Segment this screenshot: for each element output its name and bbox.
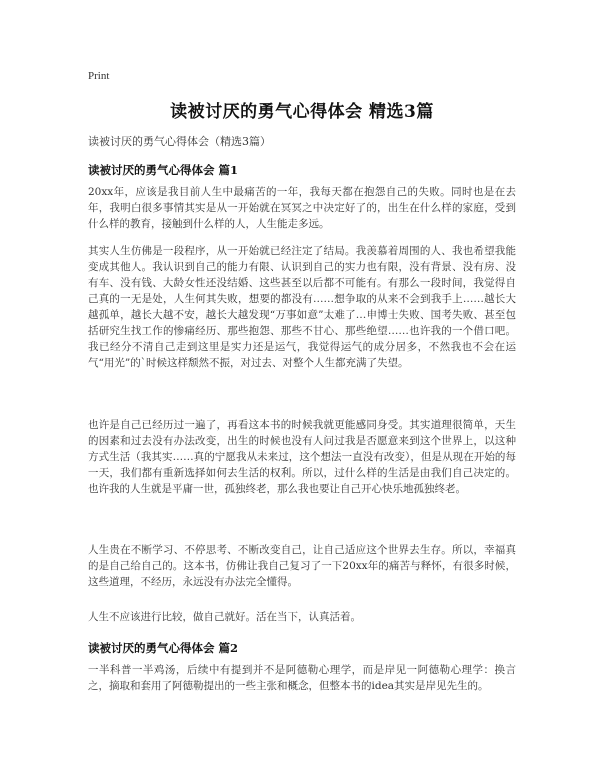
paragraph: 其实人生仿佛是一段程序，从一开始就已经注定了结局。我羡慕着周围的人、我也希望我能变成其他人。我认识到自己的能力有限、认识到自己的实力也有限，没有背景、没有房、没有车、没有钱、大龄女性还没结婚、这些甚至以后都不可能有。有那么一段时间，我觉得自己真的一无是处，人生何其失败，想要的都没有……想争取的从来不会到我手上……越长大越孤单，越长大越不安，越长大越发现“万事如意”太难了…申博士失败、国考失败、甚至包括研究生找工作的惨痛经历、那些抱怨、那些不甘心、那些绝望……也许我的一个借口吧。我已经分不清自己走到这里是实力还是运气，我觉得运气的成分居多，不然我也不会在运气“用光”的`时候这样颓然不振，对过去、对整个人生都充满了失望。 — [88, 245, 516, 369]
paragraph: 人生不应该进行比较，做自己就好。活在当下，认真活着。 — [88, 611, 361, 623]
section-heading-1: 读被讨厌的勇气心得体会 篇1 — [88, 163, 239, 177]
paragraph: 也许是自己已经历过一遍了，再看这本书的时候我就更能感同身受。其实道理很简单，天生的因素和过去没有办法改变，出生的时候也没有人问过我是否愿意来到这个世界上，以这种方式生活（我其实……真的宁愿我从未来过，这个想法一直没有改变），但是从现在开始的每一天，我们都有重新选择如何去生活的权利。所以，过什么样的生活是由我们自己决定的。也许我的人生就是平庸一世，孤独终老，那么我也要让自己开心快乐地孤独终老。 — [88, 419, 516, 495]
paragraph: 人生贵在不断学习、不停思考、不断改变自己，让自己适应这个世界去生存。所以，幸福真的是自己给自己的。这本书，仿佛让我自己复习了一下20xx年的痛苦与释怀，有很多时候，这些道理，不经历，永远没有办法完全懂得。 — [88, 544, 516, 588]
page-subtitle: 读被讨厌的勇气心得体会（精选3篇） — [88, 135, 271, 148]
paragraph: 一半科普一半鸡汤，后续中有提到并不是阿德勒心理学，而是岸见一阿德勒心理学：换言之，摘取和套用了阿德勒提出的一些主张和概念，但整本书的idea其实是岸见先生的。 — [88, 664, 516, 692]
paragraph: 20xx年，应该是我目前人生中最痛苦的一年，我每天都在抱怨自己的失败。同时也是在去年，我明白很多事情其实是从一开始就在冥冥之中决定好了的，出生在什么样的家庭，受到什么样的教育，接触到什么样的人，人生能走多远。 — [88, 186, 516, 230]
section-heading-2: 读被讨厌的勇气心得体会 篇2 — [88, 641, 239, 655]
print-link[interactable]: Print — [88, 70, 110, 82]
page-title: 读被讨厌的勇气心得体会 精选3篇 — [170, 102, 434, 122]
